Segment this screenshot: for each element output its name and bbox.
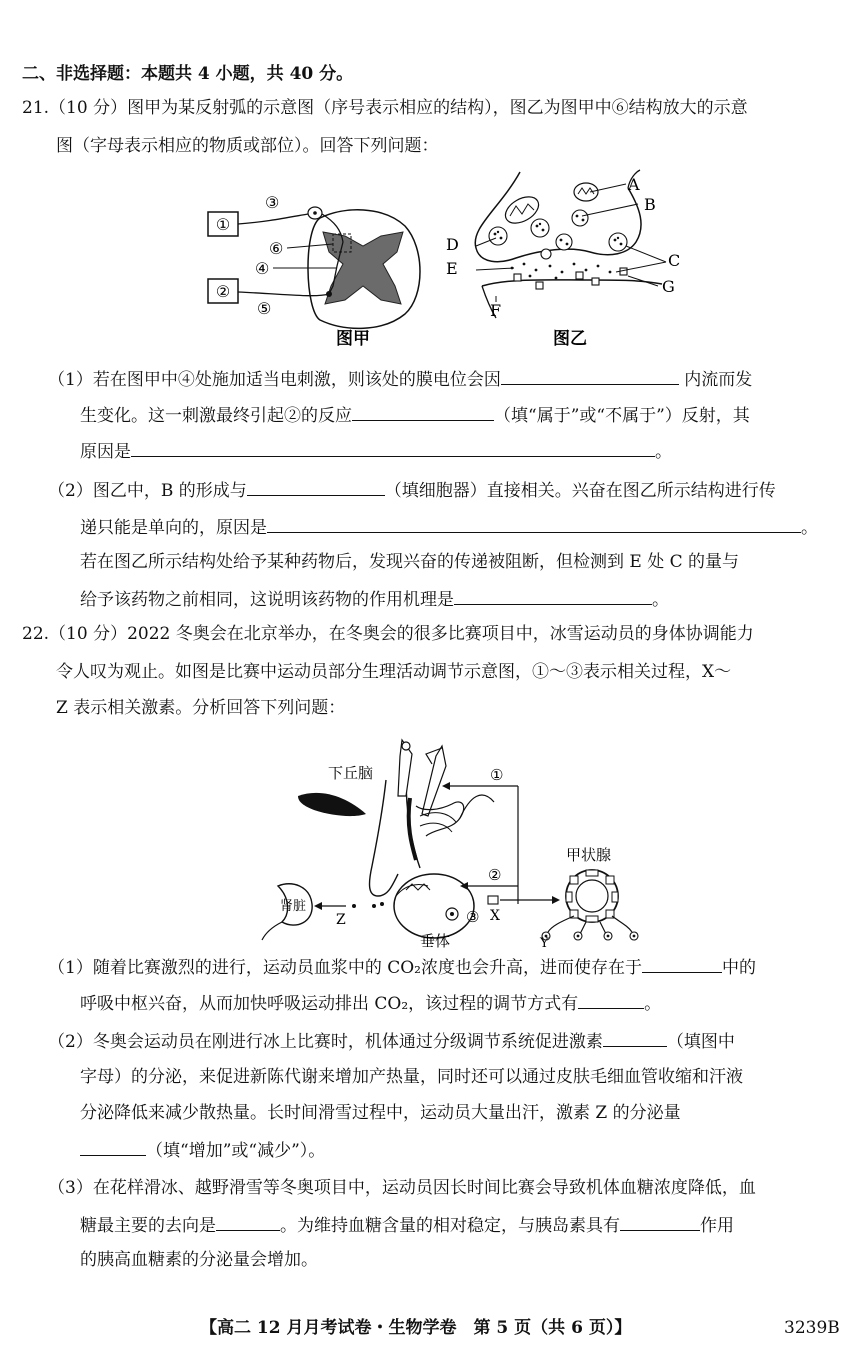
q21-p1-line3: 原因是 。: [80, 438, 672, 464]
fig22-label-Z: Z: [336, 912, 346, 928]
q21-p1-blank1[interactable]: [501, 366, 679, 385]
fig-yi-label-G: G: [662, 277, 675, 296]
fig-yi-label-C: C: [668, 251, 681, 270]
q22-line2: 令人叹为观止。如图是比赛中运动员部分生理活动调节示意图，①～③表示相关过程，X～: [56, 662, 732, 682]
q22-p2-blank1[interactable]: [603, 1028, 667, 1047]
footer-code: 3239B: [784, 1318, 840, 1338]
q22-p2-line1: （2）冬奥会运动员在刚进行冰上比赛时，机体通过分级调节系统促进激素 （填图中: [48, 1028, 735, 1054]
q22-p3-blank1[interactable]: [216, 1212, 280, 1231]
q22-p2-line3: 分泌降低来减少散热量。长时间滑雪过程中，运动员大量出汗，激素 Z 的分泌量: [80, 1103, 681, 1123]
fig-jia-label-6: ⑥: [269, 239, 284, 258]
fig-yi-label-F: F: [490, 301, 502, 320]
q22-line1: 22.（10 分）2022 冬奥会在北京举办，在冬奥会的很多比赛项目中，冰雪运动员的身体协调能力: [22, 624, 754, 644]
q21-p2-blank2[interactable]: [267, 514, 801, 533]
fig22-label-Y: Y: [540, 936, 549, 948]
q21-p2-blank1[interactable]: [247, 477, 385, 496]
fig-jia-label-5: ⑤: [257, 299, 272, 318]
q21-line2: 图（字母表示相应的物质或部位）。回答下列问题：: [56, 136, 439, 156]
figure-yi-synapse: [440, 168, 686, 354]
q21-p2-blank3[interactable]: [454, 586, 652, 605]
q21-p2-line3: 若在图乙所示结构处给予某种药物后，发现兴奋的传递被阻断，但检测到 E 处 C 的量与: [80, 552, 740, 572]
q22-p3-line2: 糖最主要的去向是 。为维持血糖含量的相对稳定，与胰岛素具有 作用: [80, 1212, 734, 1238]
q22-p2-blank2[interactable]: [80, 1137, 146, 1156]
q21-p2-line2: 递只能是单向的，原因是 。: [80, 514, 818, 540]
fig-yi-label-E: E: [446, 259, 458, 278]
fig22-label-2: ②: [488, 866, 502, 884]
fig-yi-caption: 图乙: [553, 329, 587, 349]
fig22-label-3: ③: [466, 908, 480, 926]
fig-jia-label-3: ③: [265, 193, 280, 212]
q22-line3: Z 表示相关激素。分析回答下列问题：: [56, 698, 346, 718]
q21-p1-line1: （1）若在图甲中④处施加适当电刺激，则该处的膜电位会因 内流而发: [48, 366, 752, 392]
fig-jia-label-1: ①: [215, 215, 231, 234]
q22-p2-line4: （填“增加”或“减少”）。: [80, 1137, 325, 1163]
fig-yi-label-A: A: [628, 175, 640, 194]
q22-p3-line1: （3）在花样滑冰、越野滑雪等冬奥项目中，运动员因长时间比赛会导致机体血糖浓度降低，血: [48, 1178, 756, 1198]
q21-p1-blank2[interactable]: [352, 402, 494, 421]
figure-jia-reflex-arc: [205, 186, 435, 352]
fig22-label-kidney: 肾脏: [280, 899, 307, 914]
fig22-label-pituitary: 垂体: [420, 932, 451, 948]
q21-p2-line4: 给予该药物之前相同，这说明该药物的作用机理是 。: [80, 586, 669, 612]
fig22-label-1: ①: [490, 766, 504, 784]
fig-yi-label-B: B: [644, 195, 656, 214]
fig22-label-X: X: [490, 908, 500, 924]
q22-p1-line1: （1）随着比赛激烈的进行，运动员血浆中的 CO₂浓度也会升高，进而使存在于 中的: [48, 954, 756, 980]
footer-title: 【高二 12 月月考试卷・生物学卷 第 5 页（共 6 页）】: [200, 1318, 632, 1338]
fig-jia-label-2: ②: [215, 282, 231, 301]
q21-line1: 21.（10 分）图甲为某反射弧的示意图（序号表示相应的结构），图乙为图甲中⑥结构放大的示意: [22, 98, 748, 118]
q21-p1-blank3[interactable]: [131, 438, 655, 457]
q21-p1-line2: 生变化。这一刺激最终引起②的反应 （填“属于”或“不属于”）反射，其: [80, 402, 750, 428]
q22-p2-line2: 字母）的分泌，来促进新陈代谢来增加产热量，同时还可以通过皮肤毛细血管收缩和汗液: [80, 1067, 743, 1087]
q22-p1-line2: 呼吸中枢兴奋，从而加快呼吸运动排出 CO₂，该过程的调节方式有 。: [80, 990, 661, 1016]
q21-p2-line1: （2）图乙中，B 的形成与 （填细胞器）直接相关。兴奋在图乙所示结构进行传: [48, 477, 776, 503]
fig-jia-label-4: ④: [255, 259, 270, 278]
fig-jia-caption: 图甲: [336, 329, 370, 349]
q22-p3-line3: 的胰高血糖素的分泌量会增加。: [80, 1250, 318, 1270]
q22-p1-blank1[interactable]: [642, 954, 722, 973]
q22-p1-blank2[interactable]: [578, 990, 644, 1009]
fig-yi-label-D: D: [446, 235, 459, 254]
section-title: 二、非选择题：本题共 4 小题，共 40 分。: [22, 64, 354, 84]
figure-hormone-regulation: [256, 736, 644, 948]
q22-p3-blank2[interactable]: [620, 1212, 700, 1231]
fig22-label-thyroid: 甲状腺: [566, 846, 612, 864]
fig22-label-hypothalamus: 下丘脑: [328, 764, 374, 782]
